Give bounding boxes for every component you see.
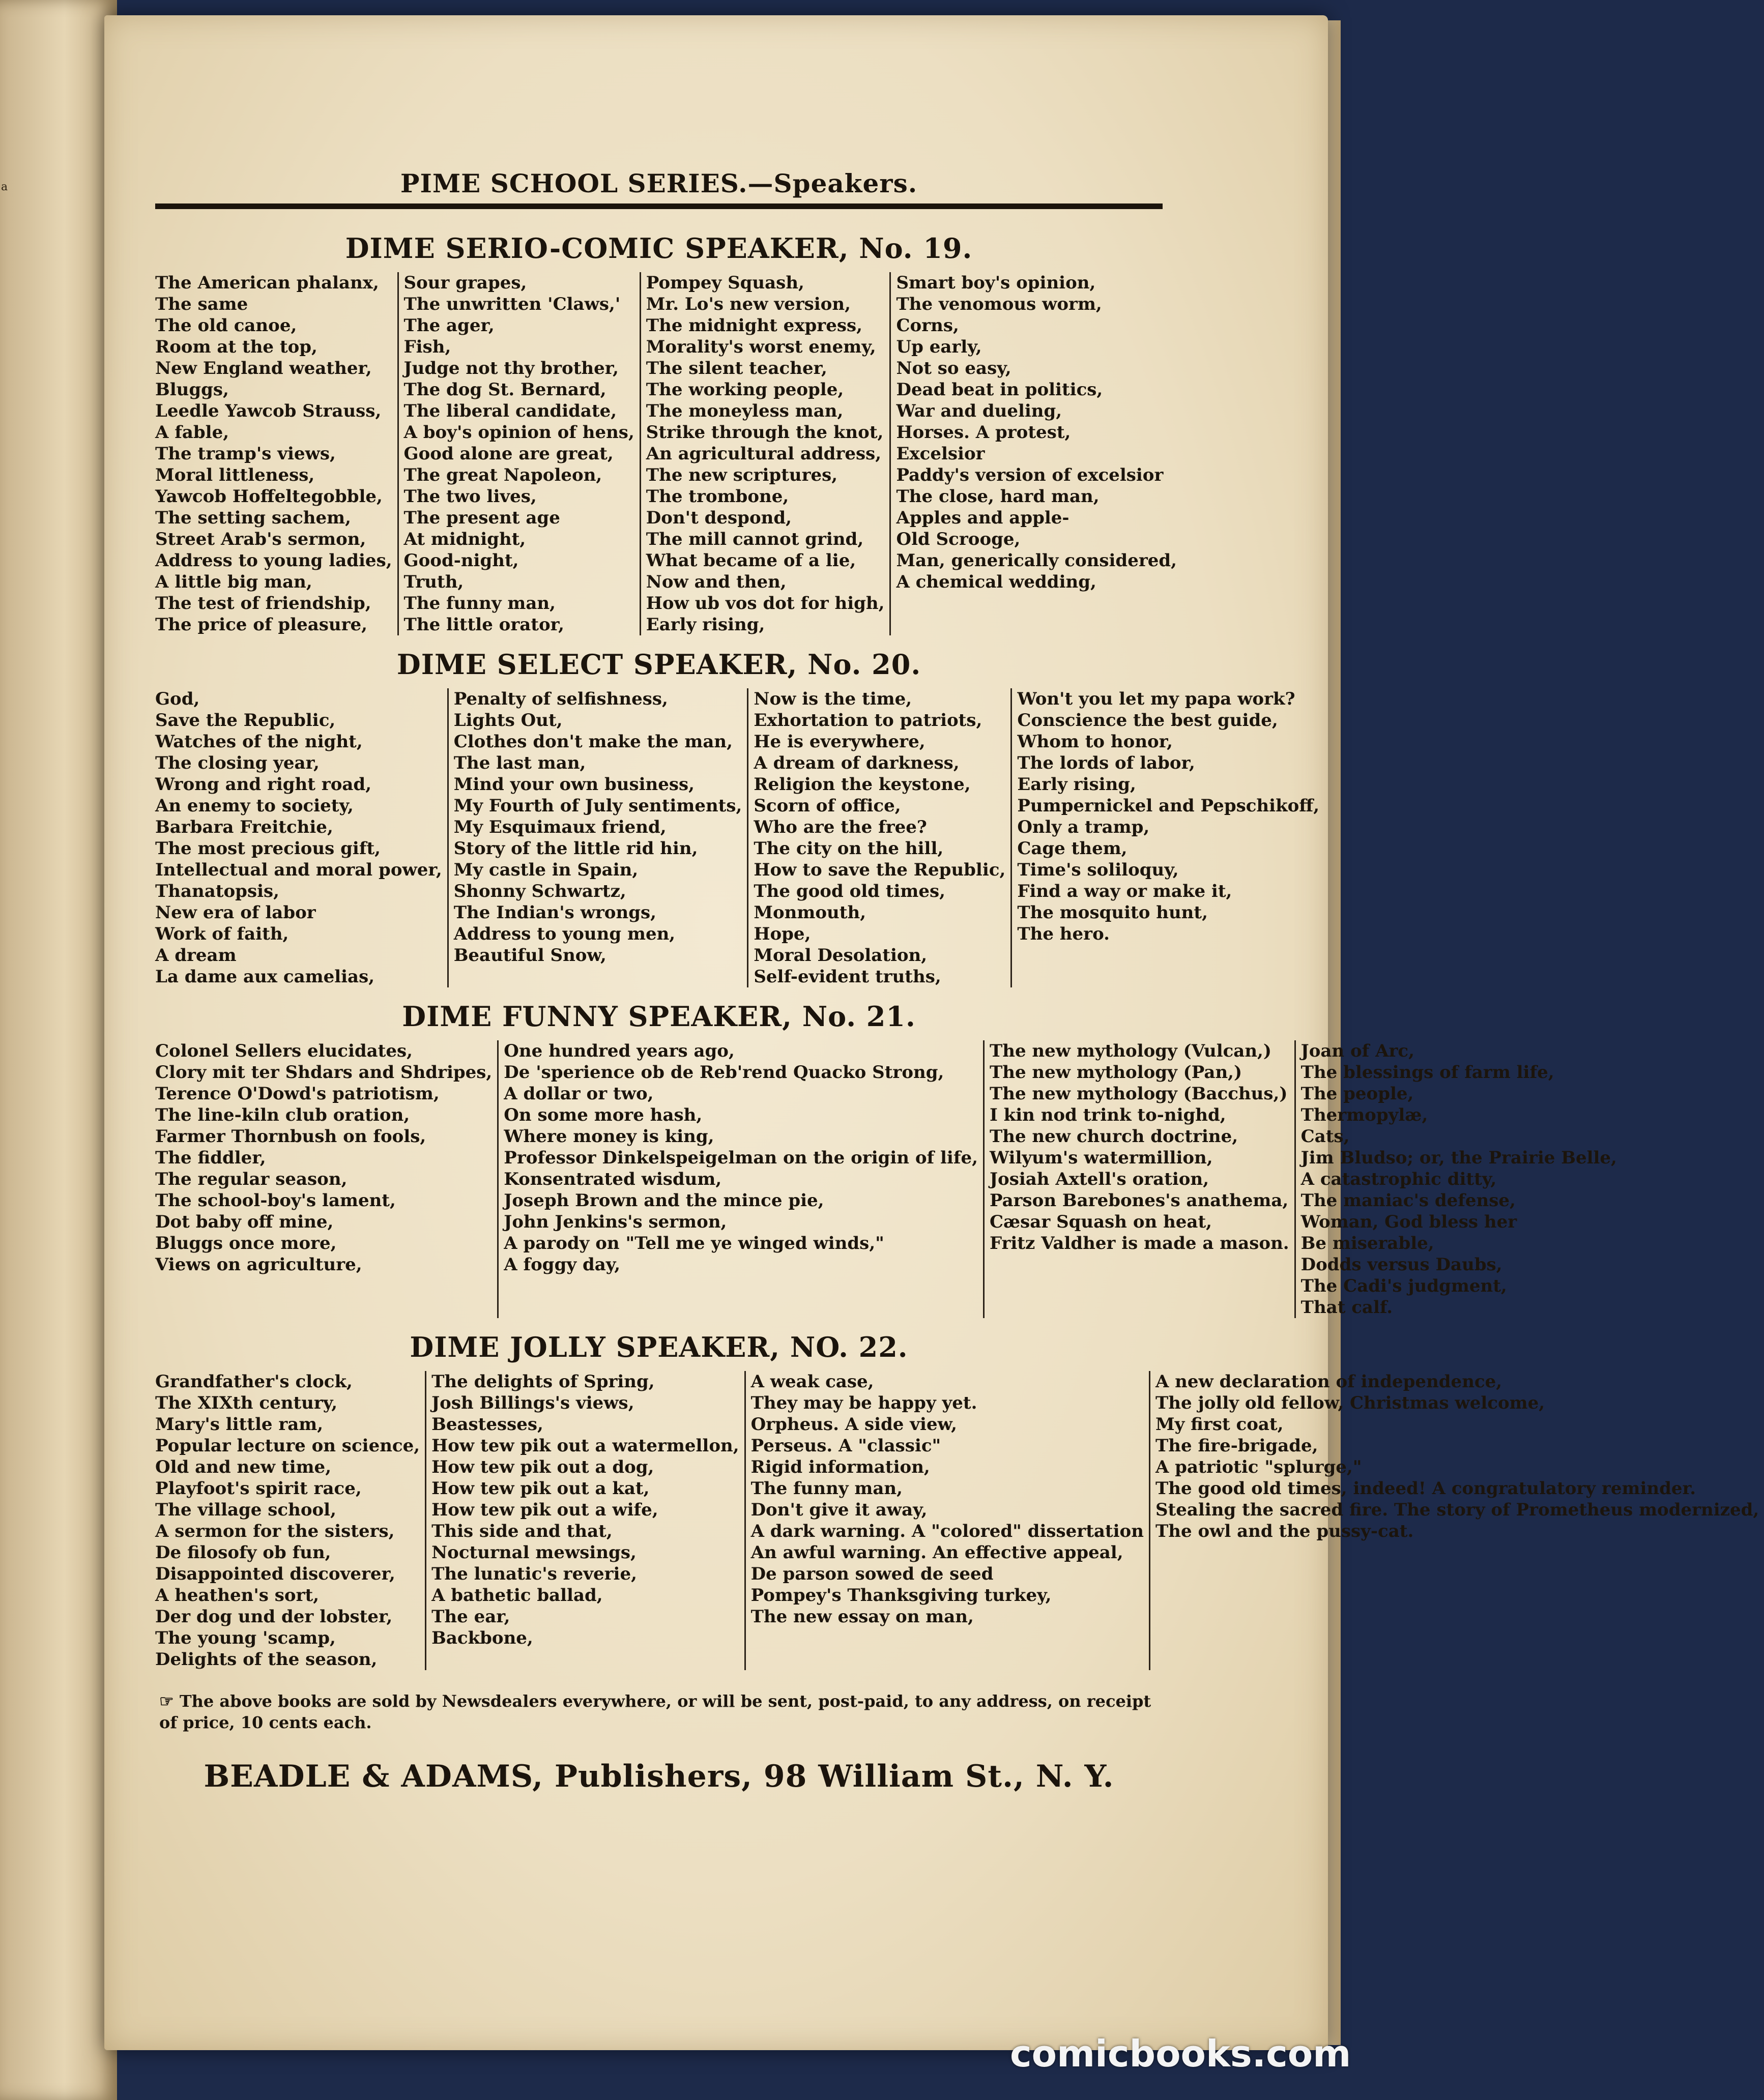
list-item: A new declaration of independence, xyxy=(1155,1372,1502,1392)
list-item: Paddy's version of excelsior xyxy=(896,465,1164,485)
list-item: Clory mit ter Shdars and Shdripes, xyxy=(155,1062,493,1083)
contents-column xyxy=(497,1040,983,1318)
contents-column xyxy=(155,1040,497,1318)
list-item: New era of labor xyxy=(155,902,316,923)
list-item: Joseph Brown and the mince pie, xyxy=(504,1190,824,1211)
list-item: The last man, xyxy=(453,753,586,773)
contents-column xyxy=(1149,1371,1764,1670)
list-item: A dollar or two, xyxy=(504,1084,654,1104)
list-item: The closing year, xyxy=(155,753,320,773)
list-item: Moral littleness, xyxy=(155,465,315,485)
contents-column xyxy=(155,688,447,987)
list-item: How ub vos dot for high, xyxy=(646,593,885,614)
list-item: John Jenkins's sermon, xyxy=(504,1212,727,1232)
list-item: Popular lecture on science, xyxy=(155,1436,420,1456)
list-item: Apples and apple- xyxy=(896,508,1069,528)
list-item: Delights of the season, xyxy=(155,1649,378,1670)
list-item: The new mythology (Pan,) xyxy=(989,1062,1242,1083)
list-item: Beautiful Snow, xyxy=(453,945,606,966)
list-item: Morality's worst enemy, xyxy=(646,337,876,357)
list-item: The little orator, xyxy=(403,615,564,635)
contents-grid xyxy=(155,688,1320,987)
list-item: Pumpernickel and Pepschikoff, xyxy=(1017,796,1320,816)
list-item: A weak case, xyxy=(750,1372,874,1392)
list-item: Exhortation to patriots, xyxy=(754,710,982,731)
list-item: Early rising, xyxy=(646,615,765,635)
publisher-imprint: BEADLE & ADAMS, Publishers, 98 William St., N. Y. xyxy=(204,1759,1114,1794)
list-item: Time's soliloquy, xyxy=(1017,860,1179,880)
list-item: Cage them, xyxy=(1017,838,1127,859)
section-title: DIME JOLLY SPEAKER, NO. 22. xyxy=(410,1331,908,1363)
speaker-section xyxy=(155,1327,1759,1670)
list-item: Josh Billings's views, xyxy=(431,1393,634,1413)
list-item: Josiah Axtell's oration, xyxy=(989,1169,1209,1189)
list-item: The line-kiln club oration, xyxy=(155,1105,410,1125)
list-item: My first coat, xyxy=(1155,1414,1284,1435)
list-item: How tew pik out a watermellon, xyxy=(431,1436,739,1456)
list-item: De parson sowed de seed xyxy=(750,1564,994,1584)
list-item: Konsentrated wisdum, xyxy=(504,1169,722,1189)
list-item: Self-evident truths, xyxy=(754,967,941,987)
list-item: The fire-brigade, xyxy=(1155,1436,1318,1456)
contents-column xyxy=(640,272,890,635)
list-item: The city on the hill, xyxy=(754,838,944,859)
list-item: That calf. xyxy=(1300,1297,1393,1318)
list-item: Strike through the knot, xyxy=(646,422,884,443)
list-item: The tramp's views, xyxy=(155,444,336,464)
list-item: A catastrophic ditty, xyxy=(1300,1169,1497,1189)
list-item: Views on agriculture, xyxy=(155,1255,362,1275)
list-item: Up early, xyxy=(896,337,982,357)
list-item: A dream xyxy=(155,945,237,966)
section-title: DIME SERIO-COMIC SPEAKER, No. 19. xyxy=(345,232,973,265)
list-item: Bluggs, xyxy=(155,380,229,400)
list-item: How tew pik out a kat, xyxy=(431,1478,650,1499)
list-item: Backbone, xyxy=(431,1628,533,1648)
list-item: Disappointed discoverer, xyxy=(155,1564,395,1584)
list-item: The unwritten 'Claws,' xyxy=(403,294,621,314)
list-item: Conscience the best guide, xyxy=(1017,710,1278,731)
section-title: DIME SELECT SPEAKER, No. 20. xyxy=(396,648,921,681)
list-item: Mr. Lo's new version, xyxy=(646,294,851,314)
list-item: A foggy day, xyxy=(504,1255,621,1275)
list-item: A dream of darkness, xyxy=(754,753,960,773)
list-item: Not so easy, xyxy=(896,358,1011,378)
list-item: Address to young ladies, xyxy=(155,550,392,571)
list-item: Don't despond, xyxy=(646,508,792,528)
watermark-logo: comicbooks.com xyxy=(1010,2032,1351,2075)
list-item: Room at the top, xyxy=(155,337,317,357)
list-item: One hundred years ago, xyxy=(504,1041,735,1061)
list-item: Shonny Schwartz, xyxy=(453,881,626,901)
list-item: The good old times, xyxy=(754,881,945,901)
list-item: Pompey's Thanksgiving turkey, xyxy=(750,1585,1052,1606)
list-item: On some more hash, xyxy=(504,1105,703,1125)
list-item: Stealing the sacred fire. The story of Prometheus modernized, xyxy=(1155,1500,1759,1520)
contents-column xyxy=(1294,1040,1622,1318)
list-item: Der dog und der lobster, xyxy=(155,1607,393,1627)
list-item: Thanatopsis, xyxy=(155,881,279,901)
list-item: Old and new time, xyxy=(155,1457,332,1477)
list-item: The new church doctrine, xyxy=(989,1126,1238,1147)
list-item: Cats, xyxy=(1300,1126,1350,1147)
page-content xyxy=(155,168,1759,1794)
list-item: Lights Out, xyxy=(453,710,563,731)
list-item: The fiddler, xyxy=(155,1148,266,1168)
list-item: Clothes don't make the man, xyxy=(453,732,733,752)
list-item: Hope, xyxy=(754,924,811,944)
list-item: The silent teacher, xyxy=(646,358,827,378)
contents-column xyxy=(1010,688,1324,987)
list-item: What became of a lie, xyxy=(646,550,856,571)
list-item: The setting sachem, xyxy=(155,508,351,528)
list-item: The working people, xyxy=(646,380,844,400)
list-item: My Fourth of July sentiments, xyxy=(453,796,742,816)
list-item: Thermopylæ, xyxy=(1300,1105,1428,1125)
list-item: Won't you let my papa work? xyxy=(1017,689,1295,709)
list-item: New England weather, xyxy=(155,358,372,378)
list-item: The close, hard man, xyxy=(896,486,1100,507)
list-item: Corns, xyxy=(896,315,959,336)
list-item: Now and then, xyxy=(646,572,787,592)
list-item: The new essay on man, xyxy=(750,1607,974,1627)
list-item: Good-night, xyxy=(403,550,519,571)
speaker-section xyxy=(155,228,1177,635)
list-item: My castle in Spain, xyxy=(453,860,639,880)
list-item: The great Napoleon, xyxy=(403,465,602,485)
list-item: The school-boy's lament, xyxy=(155,1190,396,1211)
list-item: Wrong and right road, xyxy=(155,774,372,795)
list-item: A sermon for the sisters, xyxy=(155,1521,395,1541)
list-item: The funny man, xyxy=(750,1478,903,1499)
left-page-edge xyxy=(0,0,117,2100)
list-item: A bathetic ballad, xyxy=(431,1585,603,1606)
list-item: Watches of the night, xyxy=(155,732,363,752)
list-item: Beastesses, xyxy=(431,1414,543,1435)
list-item: Fish, xyxy=(403,337,451,357)
contents-column xyxy=(889,272,1182,635)
list-item: Leedle Yawcob Strauss, xyxy=(155,401,382,421)
list-item: Perseus. A "classic" xyxy=(750,1436,941,1456)
list-item: An awful warning. An effective appeal, xyxy=(750,1542,1123,1563)
list-item: A boy's opinion of hens, xyxy=(403,422,634,443)
list-item: The same xyxy=(155,294,248,314)
list-item: Address to young men, xyxy=(453,924,676,944)
contents-grid xyxy=(155,1040,1617,1318)
list-item: The old canoe, xyxy=(155,315,297,336)
list-item: God, xyxy=(155,689,200,709)
list-item: Moral Desolation, xyxy=(754,945,928,966)
contents-column xyxy=(425,1371,744,1670)
list-item: The trombone, xyxy=(646,486,789,507)
list-item: Joan of Arc, xyxy=(1300,1041,1414,1061)
list-item: The village school, xyxy=(155,1500,336,1520)
contents-column xyxy=(747,688,1010,987)
list-item: How to save the Republic, xyxy=(754,860,1006,880)
list-item: He is everywhere, xyxy=(754,732,926,752)
list-item: Street Arab's sermon, xyxy=(155,529,366,549)
list-item: How tew pik out a dog, xyxy=(431,1457,654,1477)
list-item: The delights of Spring, xyxy=(431,1372,655,1392)
speaker-section xyxy=(155,645,1320,987)
list-item: The most precious gift, xyxy=(155,838,381,859)
list-item: How tew pik out a wife, xyxy=(431,1500,658,1520)
list-item: The price of pleasure, xyxy=(155,615,367,635)
list-item: Man, generically considered, xyxy=(896,550,1177,571)
list-item: The mill cannot grind, xyxy=(646,529,864,549)
contents-column xyxy=(447,688,747,987)
list-item: Work of faith, xyxy=(155,924,289,944)
list-item: Orpheus. A side view, xyxy=(750,1414,957,1435)
list-item: Dot baby off mine, xyxy=(155,1212,334,1232)
list-item: The midnight express, xyxy=(646,315,862,336)
list-item: A little big man, xyxy=(155,572,312,592)
list-item: Jim Bludso; or, the Prairie Belle, xyxy=(1300,1148,1617,1168)
list-item: The present age xyxy=(403,508,560,528)
list-item: A heathen's sort, xyxy=(155,1585,320,1606)
list-item: Professor Dinkelspeigelman on the origin of life, xyxy=(504,1148,978,1168)
list-item: The ear, xyxy=(431,1607,510,1627)
contents-column xyxy=(397,272,640,635)
list-item: Monmouth, xyxy=(754,902,866,923)
list-item: An enemy to society, xyxy=(155,796,354,816)
list-item: The jolly old fellow, Christmas welcome, xyxy=(1155,1393,1545,1413)
list-item: The owl and the pussy-cat. xyxy=(1155,1521,1414,1541)
list-item: Scorn of office, xyxy=(754,796,901,816)
list-item: The XIXth century, xyxy=(155,1393,338,1413)
list-item: The ager, xyxy=(403,315,495,336)
list-item: The venomous worm, xyxy=(896,294,1102,314)
list-item: Judge not thy brother, xyxy=(403,358,619,378)
list-item: Wilyum's watermillion, xyxy=(989,1148,1213,1168)
list-item: The young 'scamp, xyxy=(155,1628,336,1648)
margin-mark: a xyxy=(1,181,8,193)
contents-column xyxy=(744,1371,1149,1670)
list-item: The mosquito hunt, xyxy=(1017,902,1208,923)
list-item: The people, xyxy=(1300,1084,1414,1104)
list-item: Story of the little rid hin, xyxy=(453,838,698,859)
list-item: This side and that, xyxy=(431,1521,613,1541)
list-item: I kin nod trink to-nighd, xyxy=(989,1105,1226,1125)
list-item: Barbara Freitchie, xyxy=(155,817,333,837)
list-item: The new mythology (Vulcan,) xyxy=(989,1041,1271,1061)
list-item: Bluggs once more, xyxy=(155,1233,337,1253)
list-item: The regular season, xyxy=(155,1169,348,1189)
list-item: My Esquimaux friend, xyxy=(453,817,667,837)
list-item: The two lives, xyxy=(403,486,537,507)
list-item: A parody on "Tell me ye winged winds," xyxy=(504,1233,884,1253)
list-item: The new scriptures, xyxy=(646,465,838,485)
list-item: Now is the time, xyxy=(754,689,912,709)
list-item: Dead beat in politics, xyxy=(896,380,1103,400)
section-title: DIME FUNNY SPEAKER, No. 21. xyxy=(402,1000,916,1033)
list-item: Sour grapes, xyxy=(403,273,527,293)
list-item: The blessings of farm life, xyxy=(1300,1062,1554,1083)
list-item: De filosofy ob fun, xyxy=(155,1542,331,1563)
list-item: A dark warning. A "colored" dissertation xyxy=(750,1521,1144,1541)
list-item: The Indian's wrongs, xyxy=(453,902,656,923)
list-item: The Cadi's judgment, xyxy=(1300,1276,1507,1296)
list-item: Terence O'Dowd's patriotism, xyxy=(155,1084,440,1104)
list-item: Grandfather's clock, xyxy=(155,1372,353,1392)
contents-grid xyxy=(155,272,1177,635)
list-item: Where money is king, xyxy=(504,1126,714,1147)
list-item: Old Scrooge, xyxy=(896,529,1021,549)
list-item: Horses. A protest, xyxy=(896,422,1071,443)
list-item: The hero. xyxy=(1017,924,1110,944)
list-item: An agricultural address, xyxy=(646,444,882,464)
list-item: Save the Republic, xyxy=(155,710,336,731)
list-item: Penalty of selfishness, xyxy=(453,689,668,709)
list-item: La dame aux camelias, xyxy=(155,967,375,987)
list-item: A chemical wedding, xyxy=(896,572,1096,592)
list-item: Good alone are great, xyxy=(403,444,614,464)
list-item: The maniac's defense, xyxy=(1300,1190,1516,1211)
speaker-sections xyxy=(155,228,1759,1670)
heading-rule xyxy=(155,203,1163,209)
list-item: War and dueling, xyxy=(896,401,1062,421)
list-item: Find a way or make it, xyxy=(1017,881,1232,901)
list-item: Who are the free? xyxy=(754,817,927,837)
list-item: The American phalanx, xyxy=(155,273,379,293)
list-item: De 'sperience ob de Reb'rend Quacko Strong, xyxy=(504,1062,944,1083)
list-item: Playfoot's spirit race, xyxy=(155,1478,362,1499)
list-item: Early rising, xyxy=(1017,774,1136,795)
list-item: Rigid information, xyxy=(750,1457,930,1477)
list-item: Dodds versus Daubs, xyxy=(1300,1255,1502,1275)
list-item: Parson Barebones's anathema, xyxy=(989,1190,1289,1211)
list-item: Only a tramp, xyxy=(1017,817,1150,837)
list-item: Mind your own business, xyxy=(453,774,695,795)
list-item: The test of friendship, xyxy=(155,593,371,614)
list-item: The lunatic's reverie, xyxy=(431,1564,637,1584)
list-item: At midnight, xyxy=(403,529,526,549)
list-item: Nocturnal mewsings, xyxy=(431,1542,637,1563)
series-heading: PIME SCHOOL SERIES.—Speakers. xyxy=(400,168,918,198)
contents-grid xyxy=(155,1371,1759,1670)
list-item: The moneyless man, xyxy=(646,401,844,421)
list-item: The dog St. Bernard, xyxy=(403,380,606,400)
list-item: Whom to honor, xyxy=(1017,732,1173,752)
list-item: A fable, xyxy=(155,422,229,443)
list-item: The good old times, indeed! A congratulatory reminder. xyxy=(1155,1478,1696,1499)
list-item: Cæsar Squash on heat, xyxy=(989,1212,1212,1232)
contents-column xyxy=(155,272,397,635)
list-item: Be miserable, xyxy=(1300,1233,1434,1253)
list-item: Fritz Valdher is made a mason. xyxy=(989,1233,1289,1253)
list-item: Truth, xyxy=(403,572,464,592)
sales-note: ☞ The above books are sold by Newsdealers everywhere, or will be sent, post-paid, to any address, on receipt of price, 10 cents each. xyxy=(159,1691,1151,1732)
list-item: Excelsior xyxy=(896,444,985,464)
list-item: Smart boy's opinion, xyxy=(896,273,1096,293)
list-item: The lords of labor, xyxy=(1017,753,1195,773)
list-item: The liberal candidate, xyxy=(403,401,617,421)
list-item: Woman, God bless her xyxy=(1300,1212,1517,1232)
list-item: They may be happy yet. xyxy=(750,1393,977,1413)
list-item: Colonel Sellers elucidates, xyxy=(155,1041,413,1061)
list-item: Religion the keystone, xyxy=(754,774,971,795)
list-item: Farmer Thornbush on fools, xyxy=(155,1126,426,1147)
list-item: Mary's little ram, xyxy=(155,1414,324,1435)
contents-column xyxy=(155,1371,425,1670)
contents-column xyxy=(983,1040,1294,1318)
list-item: The new mythology (Bacchus,) xyxy=(989,1084,1288,1104)
list-item: Don't give it away, xyxy=(750,1500,928,1520)
list-item: Yawcob Hoffeltegobble, xyxy=(155,486,383,507)
list-item: The funny man, xyxy=(403,593,556,614)
list-item: A patriotic "splurge," xyxy=(1155,1457,1362,1477)
speaker-section xyxy=(155,997,1617,1318)
list-item: Intellectual and moral power, xyxy=(155,860,442,880)
list-item: Pompey Squash, xyxy=(646,273,804,293)
